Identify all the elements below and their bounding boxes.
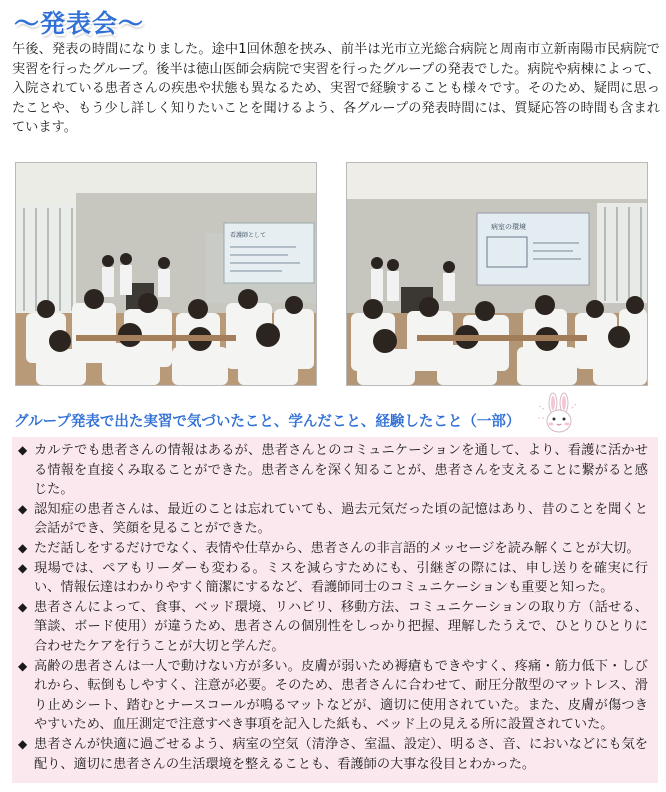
findings-heading: グループ発表で出た実習で気づいたこと、学んだこと、経験したこと（一部）	[14, 414, 521, 430]
intro-paragraph: 午後、発表の時間になりました。途中1回休憩を挟み、前半は光市立光総合病院と周南市立新南陽市民病院で実習を行ったグループ。後半は徳山医師会病院で実習を行ったグループの発表でした。病院や病棟によって、入院されている患者さんの疾患や状態も異なるため、実習で経験することも様々です。そのため、疑問に思ったことや、もう少し詳しく知りたいことを聞けるよう、各グループの発表時間には、質疑応答の時間も含まれています。	[12, 42, 660, 135]
list-item-text: 現場では、ペアもリーダーも変わる。ミスを減らすためにも、引継ぎの際には、申し送りを確実に行い、情報伝達はわかりやすく簡潔にするなど、看護師同士のコミュニケーションも重要と知った。	[34, 560, 648, 596]
presentation-photo-right	[346, 162, 648, 386]
bunny-mascot-icon	[536, 392, 582, 436]
list-item-text: 患者さんによって、食事、ベッド環境、リハビリ、移動方法、コミュニケーションの取り方（話せる、筆談、ボード使用）が違うため、患者さんの個別性をしっかり把握、理解したうえで、ひとりひとりに合わせたケアを行うことが大切と学んだ。	[34, 599, 648, 654]
page-title: ～発表会～	[14, 9, 145, 38]
slide-title-left: 看護師として	[230, 232, 267, 239]
slide-title-right: 病室の環境	[491, 223, 526, 231]
diamond-bullet-icon: ◆	[18, 501, 28, 516]
findings-list	[18, 441, 648, 774]
list-item	[18, 657, 648, 735]
list-item-text: 高齢の患者さんは一人で動けない方が多い。皮膚が弱いため褥瘡もできやすく、疼痛・筋力低下・しびれから、転倒もしやすく、注意が必要。そのため、患者さんに合わせて、耐圧分散型のマットレス、滑り止めシート、踏むとナースコールが鳴るマットなどが、適切に使用されていた。また、皮膚が傷つきやすいため、血圧測定で注意すべき事項を記入した紙も、ベッド上の見える所に設置されていた。	[34, 658, 648, 733]
findings-box	[12, 437, 658, 783]
list-item	[18, 441, 648, 500]
list-item	[18, 500, 648, 539]
list-item	[18, 559, 648, 598]
list-item-text: 患者さんが快適に過ごせるよう、病室の空気（清浄さ、室温、設定）、明るさ、音、においなどにも気を配り、適切に患者さんの生活環境を整えることも、看護師の大事な役目とわかった。	[34, 736, 648, 772]
list-item-text: カルテでも患者さんの情報はあるが、患者さんとのコミュニケーションを通して、より、看護に活かせる情報を直接くみ取ることができた。患者さんを深く知ることが、患者さんを支えることに繋がると感じた。	[34, 443, 648, 498]
diamond-bullet-icon: ◆	[18, 736, 28, 751]
list-item	[18, 598, 648, 657]
list-item	[18, 539, 648, 559]
presentation-photo-left	[15, 162, 317, 386]
diamond-bullet-icon: ◆	[18, 658, 28, 673]
list-item-text: ただ話しをするだけでなく、表情や仕草から、患者さんの非言語的メッセージを読み解くことが大切。	[34, 540, 640, 556]
diamond-bullet-icon: ◆	[18, 540, 28, 555]
list-item-text: 認知症の患者さんは、最近のことは忘れていても、過去元気だった頃の記憶はあり、昔のことを聞くと会話ができ、笑顔を見ることができた。	[34, 501, 648, 537]
diamond-bullet-icon: ◆	[18, 560, 28, 575]
list-item	[18, 735, 648, 774]
diamond-bullet-icon: ◆	[18, 443, 28, 457]
diamond-bullet-icon: ◆	[18, 599, 28, 614]
